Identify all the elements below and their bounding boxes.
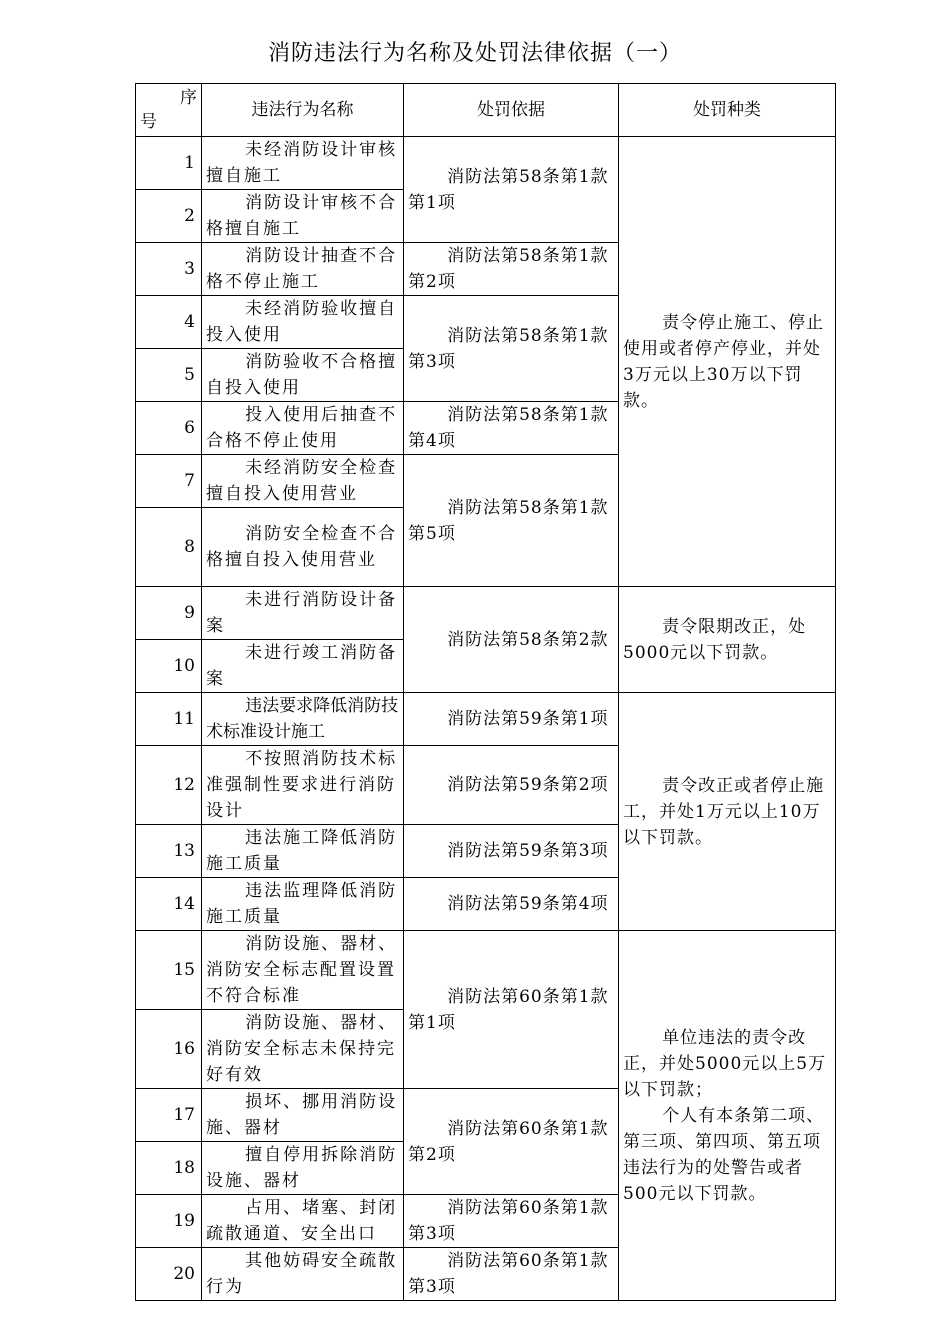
table-row [136, 587, 836, 640]
penalty-type: 责令改正或者停止施工，并处1万元以上10万以下罚款。 [619, 693, 836, 931]
penalty-basis: 消防法第58条第1款第2项 [404, 243, 619, 296]
violation-name: 未经消防安全检查擅自投入使用营业 [202, 455, 404, 508]
violation-name: 消防设计审核不合格擅自施工 [202, 190, 404, 243]
penalty-basis: 消防法第58条第1款第1项 [404, 137, 619, 243]
row-number: 8 [136, 508, 202, 587]
violation-name: 未经消防验收擅自投入使用 [202, 296, 404, 349]
violation-name: 消防设施、器材、消防安全标志配置设置不符合标准 [202, 931, 404, 1010]
penalty-basis: 消防法第58条第1款第3项 [404, 296, 619, 402]
violation-name: 未经消防设计审核擅自施工 [202, 137, 404, 190]
penalty-basis: 消防法第60条第1款第3项 [404, 1248, 619, 1301]
row-number: 13 [136, 825, 202, 878]
violation-name: 未进行消防设计备案 [202, 587, 404, 640]
violation-name: 擅自停用拆除消防设施、器材 [202, 1142, 404, 1195]
violation-name: 未进行竣工消防备案 [202, 640, 404, 693]
penalty-basis: 消防法第59条第3项 [404, 825, 619, 878]
penalty-basis: 消防法第58条第2款 [404, 587, 619, 693]
header-basis: 处罚依据 [404, 84, 619, 137]
row-number: 7 [136, 455, 202, 508]
violation-name: 占用、堵塞、封闭疏散通道、安全出口 [202, 1195, 404, 1248]
row-number: 3 [136, 243, 202, 296]
penalty-basis: 消防法第59条第1项 [404, 693, 619, 746]
row-number: 11 [136, 693, 202, 746]
violation-name: 损坏、挪用消防设施、器材 [202, 1089, 404, 1142]
header-seq-char-1: 序 [180, 88, 197, 108]
row-number: 5 [136, 349, 202, 402]
penalty-basis: 消防法第60条第1款第1项 [404, 931, 619, 1089]
document-title: 消防违法行为名称及处罚法律依据（一） [267, 41, 682, 66]
row-number: 2 [136, 190, 202, 243]
row-number: 9 [136, 587, 202, 640]
row-number: 12 [136, 746, 202, 825]
table-row [136, 693, 836, 746]
penalty-individual: 个人有本条第二项、第三项、第四项、第五项违法行为的处警告或者500元以下罚款。 [623, 1105, 825, 1204]
violation-name: 其他妨碍安全疏散行为 [202, 1248, 404, 1301]
header-penalty: 处罚种类 [619, 84, 836, 137]
row-number: 15 [136, 931, 202, 1010]
penalty-basis: 消防法第59条第4项 [404, 878, 619, 931]
row-number: 14 [136, 878, 202, 931]
penalty-type [619, 931, 836, 1301]
row-number: 16 [136, 1010, 202, 1089]
row-number: 4 [136, 296, 202, 349]
table-row [136, 137, 836, 190]
violations-table [135, 83, 836, 1301]
penalty-basis: 消防法第58条第1款第4项 [404, 402, 619, 455]
row-number: 10 [136, 640, 202, 693]
penalty-type: 责令限期改正，处5000元以下罚款。 [619, 587, 836, 693]
row-number: 18 [136, 1142, 202, 1195]
penalty-type: 责令停止施工、停止使用或者停产停业，并处3万元以上30万以下罚款。 [619, 137, 836, 587]
violation-name: 违法要求降低消防技术标准设计施工 [202, 693, 404, 746]
violation-name: 消防设计抽查不合格不停止施工 [202, 243, 404, 296]
penalty-basis: 消防法第59条第2项 [404, 746, 619, 825]
penalty-basis: 消防法第58条第1款第5项 [404, 455, 619, 587]
row-number: 1 [136, 137, 202, 190]
row-number: 17 [136, 1089, 202, 1142]
penalty-basis: 消防法第60条第1款第3项 [404, 1195, 619, 1248]
header-seq [136, 84, 202, 137]
violation-name: 消防设施、器材、消防安全标志未保持完好有效 [202, 1010, 404, 1089]
header-name: 违法行为名称 [202, 84, 404, 137]
violation-name: 违法施工降低消防施工质量 [202, 825, 404, 878]
table-row [136, 931, 836, 1010]
row-number: 6 [136, 402, 202, 455]
violation-name: 不按照消防技术标准强制性要求进行消防设计 [202, 746, 404, 825]
penalty-unit: 单位违法的责令改正，并处5000元以上5万以下罚款； [623, 1027, 827, 1100]
violation-name: 投入使用后抽查不合格不停止使用 [202, 402, 404, 455]
row-number: 19 [136, 1195, 202, 1248]
penalty-basis: 消防法第60条第1款第2项 [404, 1089, 619, 1195]
header-row [136, 84, 836, 137]
violation-name: 消防安全检查不合格擅自投入使用营业 [202, 508, 404, 587]
violation-name: 消防验收不合格擅自投入使用 [202, 349, 404, 402]
header-seq-char-2: 号 [140, 112, 157, 132]
violation-name: 违法监理降低消防施工质量 [202, 878, 404, 931]
row-number: 20 [136, 1248, 202, 1301]
